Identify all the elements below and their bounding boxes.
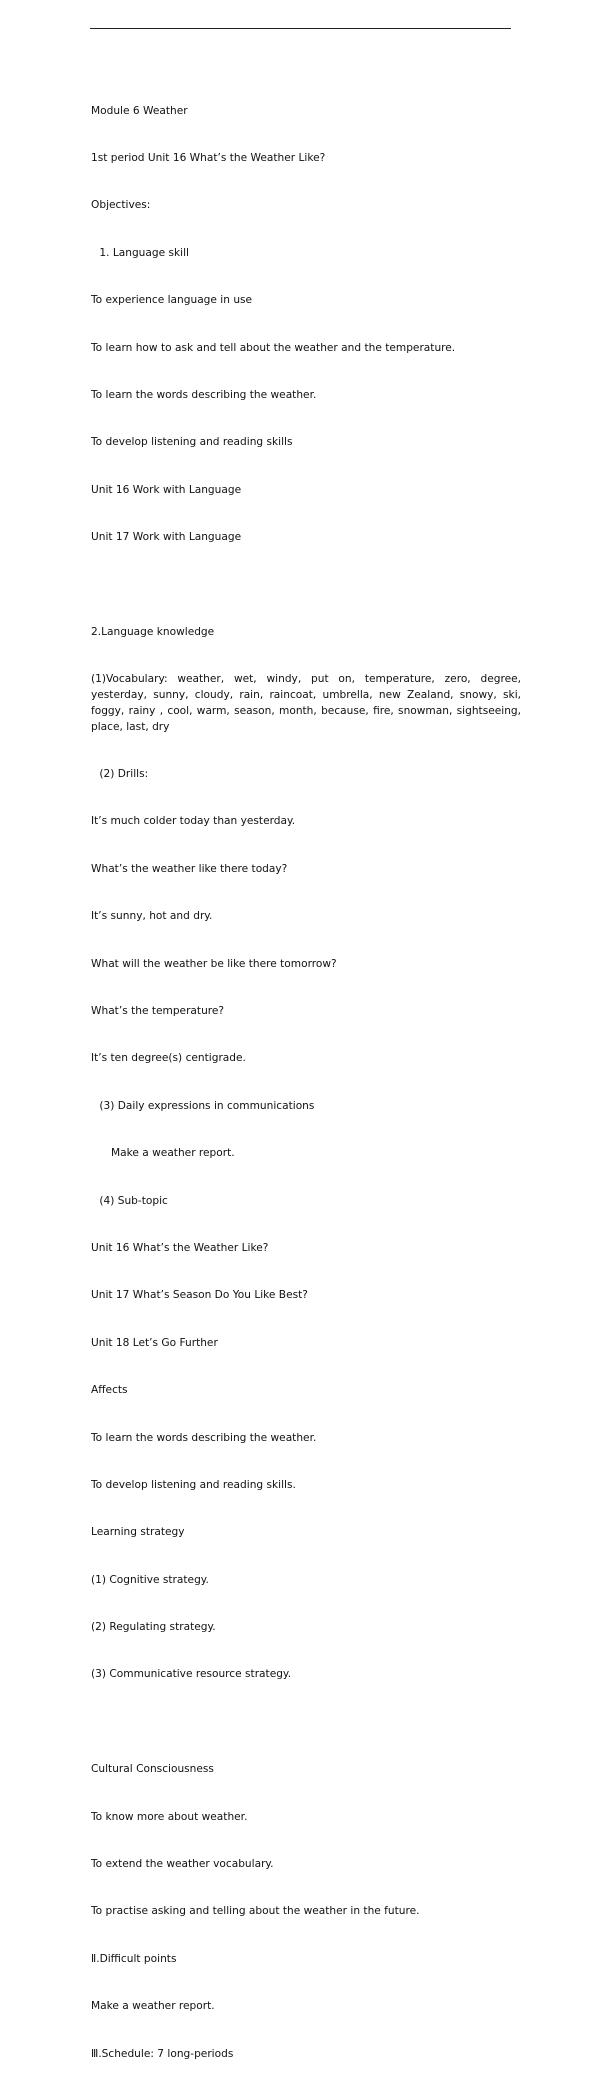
cultural-line: To extend the weather vocabulary. (91, 1858, 274, 1871)
difficult-points-heading: Ⅱ.Difficult points (91, 1952, 177, 1965)
objective-line: To learn the words describing the weather. (91, 388, 317, 401)
affects-line: To develop listening and reading skills. (91, 1478, 296, 1491)
drill-line: It’s ten degree(s) centigrade. (91, 1052, 246, 1065)
header-rule (90, 28, 511, 29)
unit-line: Unit 16 Work with Language (91, 483, 242, 496)
period-title: 1st period Unit 16 What’s the Weather Like? (91, 151, 326, 164)
blank-line (91, 578, 521, 594)
strategy-line: (1) Cognitive strategy. (91, 1573, 209, 1586)
affects-line: To learn the words describing the weather. (91, 1431, 317, 1444)
unit-line: Unit 17 What’s Season Do You Like Best? (91, 1289, 308, 1302)
cultural-line: To know more about weather. (91, 1810, 248, 1823)
language-skill-heading: 1. Language skill (96, 246, 189, 259)
blank-line (91, 1715, 521, 1731)
unit-line: Unit 16 What’s the Weather Like? (91, 1241, 269, 1254)
unit-line: Unit 17 Work with Language (91, 531, 242, 544)
learning-strategy-heading: Learning strategy (91, 1526, 185, 1539)
drill-line: What’s the temperature? (91, 1005, 225, 1018)
affects-heading: Affects (91, 1384, 128, 1397)
module-title: Module 6 Weather (91, 104, 188, 117)
cultural-line: To practise asking and telling about the weather in the future. (91, 1905, 420, 1918)
sub-topic-heading: (4) Sub-topic (96, 1194, 168, 1207)
objective-line: To develop listening and reading skills (91, 436, 293, 449)
daily-expression-line: Make a weather report. (111, 1147, 235, 1160)
drill-line: What will the weather be like there tomorrow? (91, 957, 337, 970)
document-body (91, 72, 521, 2078)
difficult-point-line: Make a weather report. (91, 2000, 215, 2013)
drill-line: It’s sunny, hot and dry. (91, 910, 213, 923)
drill-line: It’s much colder today than yesterday. (91, 815, 296, 828)
drills-heading: (2) Drills: (96, 768, 149, 781)
objective-line: To experience language in use (91, 294, 253, 307)
cultural-consciousness-heading: Cultural Consciousness (91, 1763, 214, 1776)
objective-line: To learn how to ask and tell about the weather and the temperature. (91, 341, 456, 354)
language-knowledge-heading: 2.Language knowledge (91, 625, 215, 638)
objectives-heading: Objectives: (91, 199, 151, 212)
schedule-line: Ⅲ.Schedule: 7 long-periods (91, 2047, 234, 2060)
unit-line: Unit 18 Let’s Go Further (91, 1336, 218, 1349)
daily-expressions-heading: (3) Daily expressions in communications (96, 1099, 315, 1112)
vocabulary-paragraph: (1)Vocabulary: weather, wet, windy, put on, temperature, zero, degree, yesterday, sunny, cloudy, rain, raincoat, umbrella, new Zealand, snowy, ski, foggy, rainy , cool, warm, season, month, because, fire, snowman, sightseeing, place, last, dry (91, 673, 521, 733)
strategy-line: (2) Regulating strategy. (91, 1621, 216, 1634)
drill-line: What’s the weather like there today? (91, 862, 288, 875)
strategy-line: (3) Communicative resource strategy. (91, 1668, 292, 1681)
